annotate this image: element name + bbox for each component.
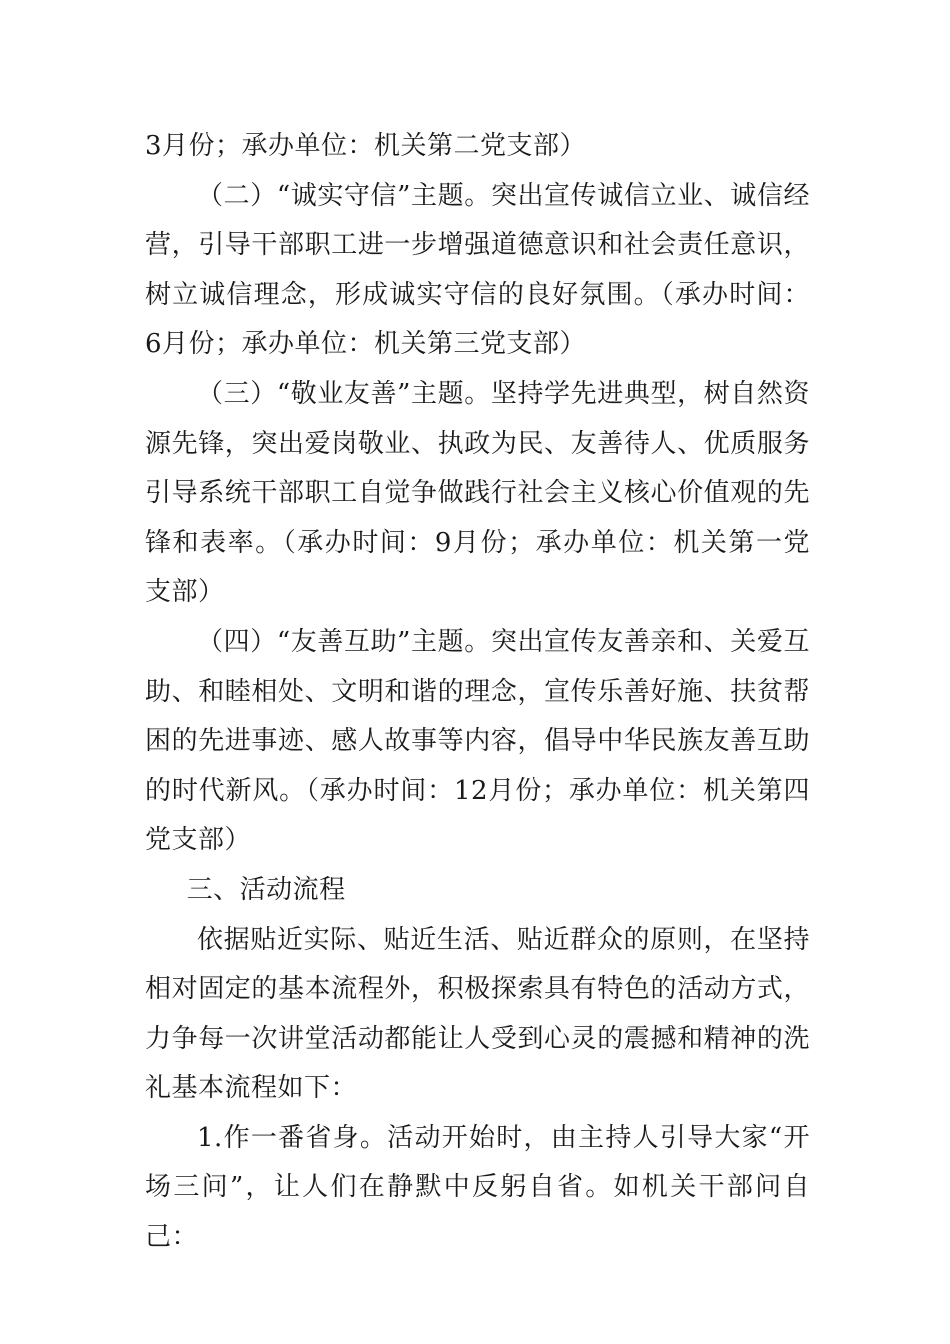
paragraph-step-one: 1.作一番省身。活动开始时，由主持人引导大家“开场三问”，让人们在静默中反躬自省。如机关干部问自己： (145, 1122, 810, 1253)
paragraph-dedication-theme: （三）“敬业友善”主题。坚持学先进典型，树自然资源先锋，突出爱岗敬业、执政为民、友善待人、优质服务引导系统干部职工自觉争做践行社会主义核心价值观的先锋和表率。（承办时间：9月份；承办单位：机关第一党支部） (145, 378, 810, 608)
document-body (145, 122, 810, 1263)
paragraph-process-intro: 依据贴近实际、贴近生活、贴近群众的原则，在坚持相对固定的基本流程外，积极探索具有特色的活动方式，力争每一次讲堂活动都能让人受到心灵的震撼和精神的洗礼基本流程如下： (145, 924, 810, 1104)
paragraph-honesty-theme: （二）“诚实守信”主题。突出宣传诚信立业、诚信经营，引导干部职工进一步增强道德意识和社会责任意识，树立诚信理念，形成诚实守信的良好氛围。（承办时间：6月份；承办单位：机关第三党支部） (145, 180, 810, 360)
paragraph-mutual-aid-theme: （四）“友善互助”主题。突出宣传友善亲和、关爱互助、和睦相处、文明和谐的理念，宣传乐善好施、扶贫帮困的先进事迹、感人故事等内容，倡导中华民族友善互助的时代新风。（承办时间：12月份；承办单位：机关第四党支部） (145, 626, 810, 856)
paragraph-continuation: 3月份；承办单位：机关第二党支部） (145, 131, 587, 161)
section-heading-activity-process: 三、活动流程 (186, 874, 346, 905)
